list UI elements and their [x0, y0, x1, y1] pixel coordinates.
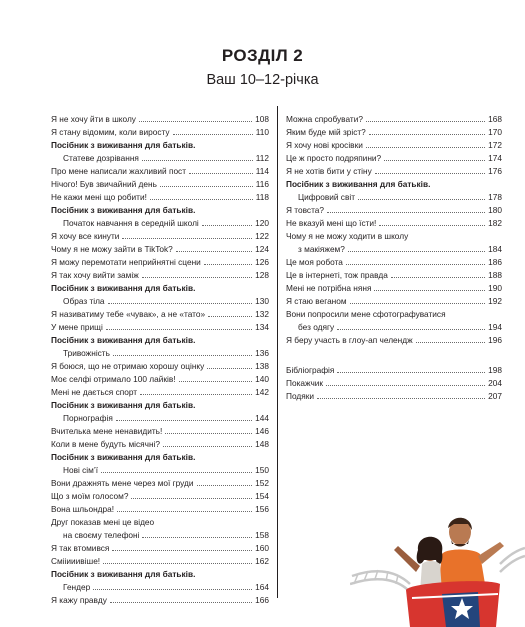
- dot-leader: [142, 269, 252, 278]
- toc-entry: [51, 178, 269, 191]
- toc-page-number: 168: [488, 114, 502, 124]
- toc-entry-title: Коли в мене будуть місячні?: [51, 439, 160, 449]
- toc-page-number: 158: [255, 530, 269, 540]
- toc-page-number: 126: [255, 257, 269, 267]
- toc-page-number: 174: [488, 153, 502, 163]
- toc-entry: [51, 425, 269, 438]
- toc-entry-title: Посібник з виживання для батьків.: [51, 452, 196, 462]
- toc-entry: [51, 516, 269, 529]
- toc-section-heading: [51, 139, 269, 152]
- toc-entry: [51, 373, 269, 386]
- toc-entry: [286, 282, 502, 295]
- dot-leader: [163, 438, 252, 447]
- toc-entry: [51, 360, 269, 373]
- toc-page-number: 148: [255, 439, 269, 449]
- dot-leader: [337, 364, 485, 373]
- toc-entry: [51, 490, 269, 503]
- toc-entry: [51, 581, 269, 594]
- toc-entry-title: Я не хотів бити у стіну: [286, 166, 372, 176]
- toc-entry-title: Нічого! Був звичайний день: [51, 179, 157, 189]
- toc-page-number: 132: [255, 309, 269, 319]
- toc-entry-title: Нові сім’ї: [63, 465, 99, 475]
- toc-entry-title: Я боюся, що не отримаю хорошу оцінку: [51, 361, 205, 371]
- toc-entry: [51, 555, 269, 568]
- toc-entry-title: без одягу: [298, 322, 335, 332]
- toc-entry: [51, 321, 269, 334]
- toc-page-number: 172: [488, 140, 502, 150]
- dot-leader: [176, 243, 252, 252]
- toc-page-number: 144: [255, 413, 269, 423]
- toc-entry: [51, 464, 269, 477]
- toc-back-matter: [286, 364, 502, 403]
- dot-leader: [189, 165, 253, 174]
- toc-entry: [51, 308, 269, 321]
- toc-page-number: 136: [255, 348, 269, 358]
- dot-leader: [204, 256, 252, 265]
- dot-leader: [369, 126, 485, 135]
- toc-entry: [286, 126, 502, 139]
- toc-entry-title: Я товста?: [286, 205, 325, 215]
- toc-entry: [51, 230, 269, 243]
- toc-entry-title: Це в інтернеті, тож правда: [286, 270, 388, 280]
- toc-entry-title: Подяки: [286, 391, 314, 401]
- toc-entry-title: Я можу перемотати неприйнятні сцени: [51, 257, 201, 267]
- toc-entry-title: Посібник з виживання для батьків.: [286, 179, 431, 189]
- toc-entry: [286, 113, 502, 126]
- toc-entry: [286, 243, 502, 256]
- dot-leader: [93, 581, 252, 590]
- dot-leader: [197, 477, 253, 486]
- dot-leader: [350, 295, 486, 304]
- toc-entry: [51, 217, 269, 230]
- toc-entry: [51, 243, 269, 256]
- toc-entry: [51, 126, 269, 139]
- dot-leader: [139, 113, 252, 122]
- dot-leader: [165, 425, 252, 434]
- toc-entry: [51, 503, 269, 516]
- toc-entry-title: Яким буде мій зріст?: [286, 127, 366, 137]
- toc-entry: [286, 204, 502, 217]
- toc-entry-title: Я стаю веганом: [286, 296, 347, 306]
- toc-entry-title: Покажчик: [286, 378, 324, 388]
- toc-page-number: 114: [255, 166, 269, 176]
- dot-leader: [101, 464, 252, 473]
- dot-leader: [326, 377, 485, 386]
- toc-entry: [286, 217, 502, 230]
- toc-entry-title: Посібник з виживання для батьків.: [51, 283, 196, 293]
- dot-leader: [358, 191, 485, 200]
- toc-entry: [51, 152, 269, 165]
- dot-leader: [366, 139, 485, 148]
- toc-entry-title: Вчителька мене ненавидить!: [51, 426, 163, 436]
- toc-entry-title: Я беру участь в глоу-ап челендж: [286, 335, 413, 345]
- chapter-title: РОЗДІЛ 2: [221, 46, 304, 65]
- toc-entry-title: Я хочу все кинути: [51, 231, 120, 241]
- dot-leader: [391, 269, 485, 278]
- toc-page-number: 146: [255, 426, 269, 436]
- toc-entry-title: У мене прищі: [51, 322, 103, 332]
- toc-page-number: 166: [255, 595, 269, 605]
- toc-entry-title: Мені не потрібна няня: [286, 283, 372, 293]
- toc-entry-title: Мені не дається спорт: [51, 387, 138, 397]
- dot-leader: [116, 412, 252, 421]
- toc-page-number: 116: [255, 179, 269, 189]
- dot-leader: [337, 321, 485, 330]
- toc-page-number: 207: [488, 391, 502, 401]
- toc-entry: [51, 191, 269, 204]
- dot-leader: [384, 152, 485, 161]
- toc-entry: [286, 390, 502, 403]
- toc-entry-title: Вони дражнять мене через мої груди: [51, 478, 194, 488]
- toc-entry: [51, 269, 269, 282]
- toc-page-number: 134: [255, 322, 269, 332]
- toc-page-number: 190: [488, 283, 502, 293]
- toc-page-number: 188: [488, 270, 502, 280]
- toc-entry-title: Можна спробувати?: [286, 114, 363, 124]
- toc-section-heading: [51, 568, 269, 581]
- toc-page-number: 182: [488, 218, 502, 228]
- toc-entry-title: Я не хочу йти в школу: [51, 114, 136, 124]
- dot-leader: [110, 594, 252, 603]
- toc-entry: [51, 295, 269, 308]
- dot-leader: [140, 386, 252, 395]
- chapter-subtitle: Ваш 10–12-річка: [206, 72, 319, 88]
- dot-leader: [179, 373, 253, 382]
- toc-page-number: 110: [255, 127, 269, 137]
- toc-page-number: 130: [255, 296, 269, 306]
- toc-section-heading: [51, 451, 269, 464]
- toc-entry: [51, 113, 269, 126]
- toc-page-number: 120: [255, 218, 269, 228]
- toc-entry-title: Цифровий світ: [298, 192, 356, 202]
- dot-leader: [202, 217, 252, 226]
- dot-leader: [346, 256, 485, 265]
- toc-entry-title: Порнографія: [63, 413, 113, 423]
- toc-entry-title: Чому я не можу зайти в TikTok?: [51, 244, 173, 254]
- dot-leader: [366, 113, 485, 122]
- toc-entry-title: на своєму телефоні: [63, 530, 140, 540]
- toc-entry-title: Не кажи мені що робити!: [51, 192, 147, 202]
- toc-entry-title: Я стану відомим, коли виросту: [51, 127, 170, 137]
- toc-left-column: [51, 113, 269, 607]
- toc-section-heading: [51, 399, 269, 412]
- dot-leader: [416, 334, 486, 343]
- toc-entry: [286, 269, 502, 282]
- dot-leader: [106, 321, 252, 330]
- toc-entry: [286, 364, 502, 377]
- toc-entry: [51, 594, 269, 607]
- toc-section-heading: [51, 334, 269, 347]
- toc-page-number: 156: [255, 504, 269, 514]
- toc-entry-title: Що з моїм голосом?: [51, 491, 129, 501]
- toc-entry-title: Тривожність: [63, 348, 110, 358]
- toc-entry: [286, 321, 502, 334]
- toc-section-heading: [51, 204, 269, 217]
- toc-entry: [51, 529, 269, 542]
- toc-page-number: 124: [255, 244, 269, 254]
- dot-leader: [379, 217, 485, 226]
- toc-page-number: 142: [255, 387, 269, 397]
- dot-leader: [122, 230, 252, 239]
- toc-page-number: 184: [488, 244, 502, 254]
- toc-entry-title: Це моя робота: [286, 257, 343, 267]
- toc-entry: [286, 308, 502, 321]
- toc-entry: [51, 438, 269, 451]
- toc-entry: [286, 377, 502, 390]
- toc-entry: [51, 542, 269, 555]
- dot-leader: [113, 347, 252, 356]
- dot-leader: [374, 282, 485, 291]
- toc-page-number: 150: [255, 465, 269, 475]
- toc-page-number: 108: [255, 114, 269, 124]
- dot-leader: [103, 555, 252, 564]
- toc-entry-title: Смііииивіше!: [51, 556, 101, 566]
- toc-page-number: 198: [488, 365, 502, 375]
- toc-entry: [286, 191, 502, 204]
- toc-entry: [286, 295, 502, 308]
- toc-entry: [286, 230, 502, 243]
- toc-section-heading: [51, 282, 269, 295]
- toc-entry-title: Посібник з виживання для батьків.: [51, 140, 196, 150]
- toc-page-number: 178: [488, 192, 502, 202]
- toc-entry-title: Бібліографія: [286, 365, 335, 375]
- toc-page-number: 152: [255, 478, 269, 488]
- toc-page-number: 192: [488, 296, 502, 306]
- toc-entry-title: Чому я не можу ходити в школу: [286, 231, 409, 241]
- toc-page-number: 170: [488, 127, 502, 137]
- dot-leader: [160, 178, 253, 187]
- toc-page-number: 176: [488, 166, 502, 176]
- dot-leader: [108, 295, 253, 304]
- dot-leader: [142, 529, 252, 538]
- toc-page-number: 138: [255, 361, 269, 371]
- dot-leader: [142, 152, 253, 161]
- toc-entry-title: Посібник з виживання для батьків.: [51, 569, 196, 579]
- toc-entry: [51, 386, 269, 399]
- toc-entry-title: Посібник з виживання для батьків.: [51, 205, 196, 215]
- toc-entry-title: Я називатиму тебе «чувак», а не «тато»: [51, 309, 206, 319]
- toc-page-number: 154: [255, 491, 269, 501]
- dot-leader: [150, 191, 253, 200]
- toc-entry-title: з макіяжем?: [298, 244, 345, 254]
- toc-page-number: 180: [488, 205, 502, 215]
- toc-entry: [286, 334, 502, 347]
- toc-entry: [51, 412, 269, 425]
- toc-entry-title: Я кажу правду: [51, 595, 107, 605]
- toc-entry-title: Початок навчання в середній школі: [63, 218, 199, 228]
- toc-entry-title: Посібник з виживання для батьків.: [51, 400, 196, 410]
- toc-page-number: 204: [488, 378, 502, 388]
- toc-entry: [51, 347, 269, 360]
- column-divider: [277, 106, 278, 598]
- dot-leader: [173, 126, 253, 135]
- toc-entry-title: Я так хочу вийти заміж: [51, 270, 139, 280]
- toc-entry: [51, 165, 269, 178]
- toc-entry: [51, 256, 269, 269]
- toc-page-number: 112: [255, 153, 269, 163]
- toc-entry-title: Друг показав мені це відео: [51, 517, 155, 527]
- toc-page-number: 140: [255, 374, 269, 384]
- toc-entry-title: Гендер: [63, 582, 91, 592]
- toc-entry: [286, 165, 502, 178]
- toc-entry: [286, 256, 502, 269]
- toc-entry-title: Не вказуй мені що їсти!: [286, 218, 377, 228]
- toc-section-heading: [286, 178, 502, 191]
- toc-entry-title: Моє селфі отримало 100 лайків!: [51, 374, 176, 384]
- toc-entry-title: Про мене написали жахливий пост: [51, 166, 187, 176]
- dot-leader: [131, 490, 252, 499]
- dot-leader: [317, 390, 485, 399]
- dot-leader: [375, 165, 485, 174]
- toc-page-number: 122: [255, 231, 269, 241]
- toc-page-number: 162: [255, 556, 269, 566]
- roller-coaster-illustration: [350, 498, 525, 627]
- toc-page-number: 196: [488, 335, 502, 345]
- toc-entry-title: Вони попросили мене сфотографуватися: [286, 309, 446, 319]
- toc-entry-title: Статеве дозрівання: [63, 153, 139, 163]
- toc-page-number: 128: [255, 270, 269, 280]
- dot-leader: [208, 308, 252, 317]
- dot-leader: [112, 542, 252, 551]
- dot-leader: [117, 503, 252, 512]
- toc-entry-title: Посібник з виживання для батьків.: [51, 335, 196, 345]
- toc-entry: [51, 477, 269, 490]
- toc-entry: [286, 139, 502, 152]
- toc-right-column: [286, 113, 502, 347]
- toc-page-number: 186: [488, 257, 502, 267]
- toc-entry-title: Образ тіла: [63, 296, 105, 306]
- toc-entry-title: Я хочу нові кросівки: [286, 140, 363, 150]
- toc-entry-title: Вона шльондра!: [51, 504, 115, 514]
- toc-entry-title: Це ж просто подряпини?: [286, 153, 382, 163]
- toc-page-number: 194: [488, 322, 502, 332]
- dot-leader: [327, 204, 485, 213]
- toc-page-number: 164: [255, 582, 269, 592]
- dot-leader: [348, 243, 485, 252]
- toc-page-number: 118: [255, 192, 269, 202]
- toc-page-number: 160: [255, 543, 269, 553]
- toc-entry-title: Я так втомився: [51, 543, 110, 553]
- dot-leader: [207, 360, 252, 369]
- toc-entry: [286, 152, 502, 165]
